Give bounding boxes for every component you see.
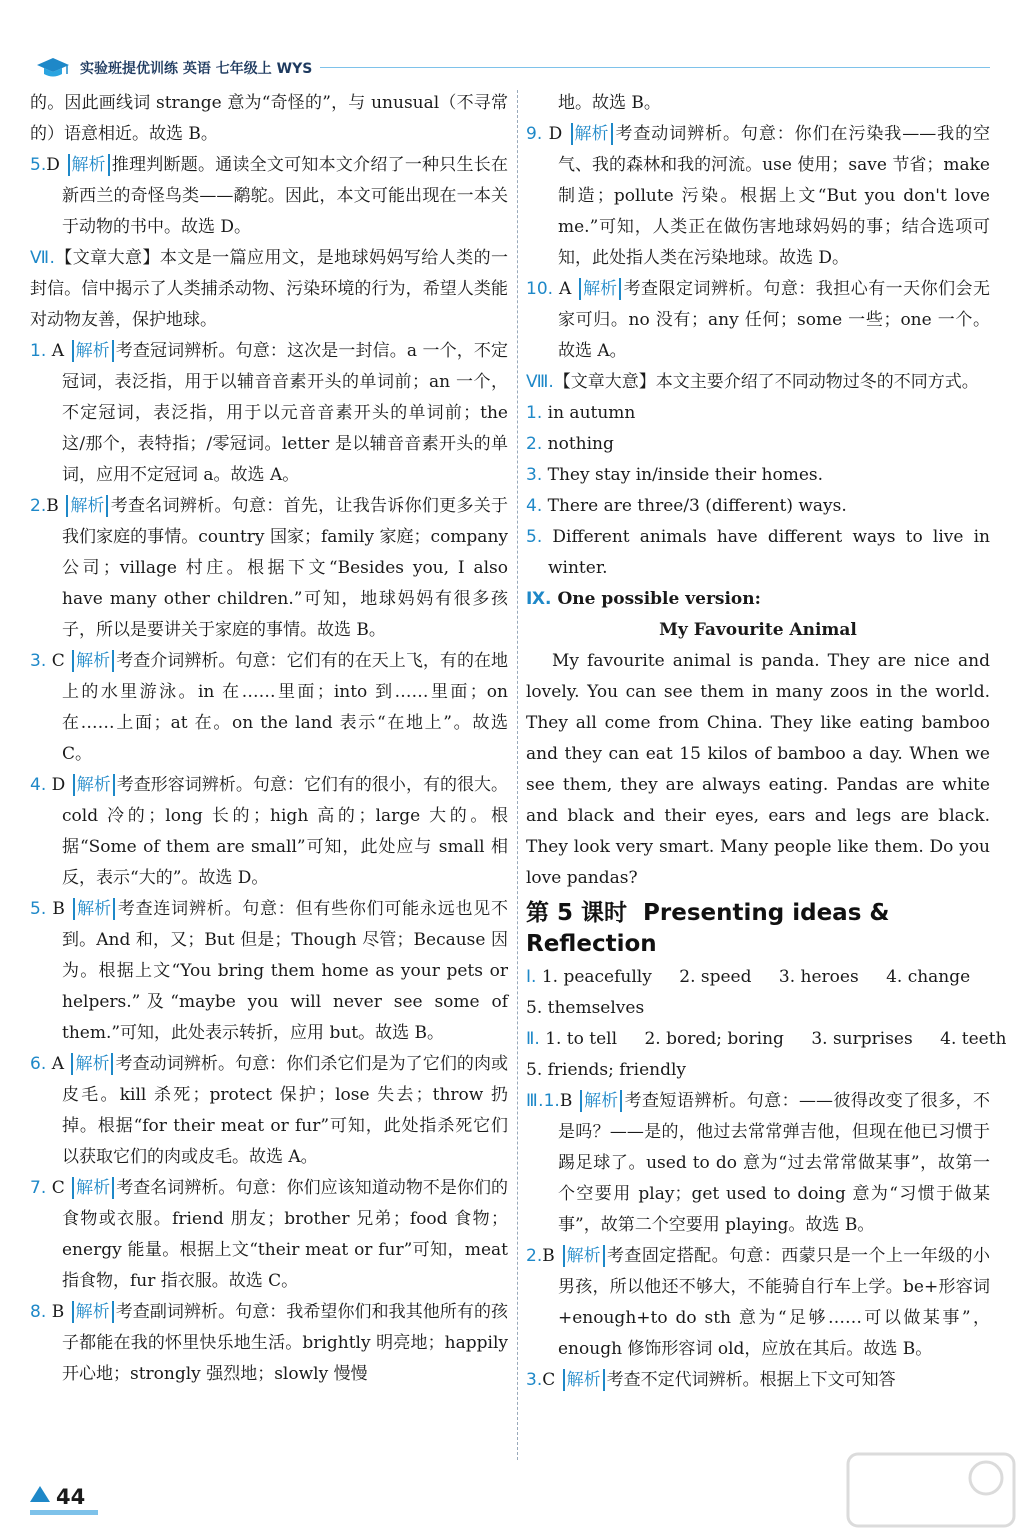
answer-item: 8. B 解析 考查副词辨析。句意：我希望你们和我其他所有的孩子都能在我的怀里快乐地生活。brightly 明亮地；happily 开心地；strongly 强烈地；slowly 慢慢 [30, 1302, 509, 1384]
analysis-tag: 解析 [72, 340, 114, 362]
right-column [526, 88, 1007, 1396]
answers-row-i: Ⅰ. 1. peacefully 2. speed 3. heroes 4. change [526, 967, 971, 987]
left-intro: 的。因此画线词 strange 意为“奇怪的”，与 unusual（不寻常的）语意相近。故选 B。 [30, 93, 508, 144]
essay-title: My Favourite Animal [659, 620, 857, 640]
passage-summary: Ⅶ.【文章大意】本文是一篇应用文，是地球妈妈写给人类的一封信。信中揭示了人类捕杀动物、污染环境的行为，希望人类能对动物友善，保护地球。 [30, 248, 509, 330]
analysis-tag: 解析 [571, 123, 613, 145]
answer-item: 5.D 解析 推理判断题。通读全文可知本文介绍了一种只生长在新西兰的奇怪鸟类——鹬鸵。因此，本文可能出现在一本关于动物的书中。故选 D。 [30, 155, 509, 237]
analysis-tag: 解析 [72, 1177, 114, 1199]
analysis-tag: 解析 [563, 1369, 605, 1391]
answers-row-ii-cont: 5. friends; friendly [526, 1060, 687, 1080]
analysis-tag: 解析 [66, 495, 108, 517]
watermark-logo [846, 1450, 1016, 1530]
answer-item: 3.C 解析 考查不定代词辨析。根据上下文可知答 [526, 1370, 896, 1390]
answer-item: 2.B 解析 考查固定搭配。句意：西蒙只是一个上一年级的小男孩，所以他还不够大，不能骑自行车上学。be+形容词+enough+to do sth 意为“足够……可以做某事”，enough 修饰形容词 old，应放在其后。故选 B。 [526, 1246, 991, 1359]
column-divider [517, 90, 518, 1460]
answers-row-ii: Ⅱ. 1. to tell 2. bored; boring 3. surprises 4. teeth [526, 1029, 1007, 1049]
analysis-tag: 解析 [72, 650, 114, 672]
page-number-bar [30, 1510, 98, 1515]
short-answer: 3. They stay in/inside their homes. [526, 465, 824, 485]
graduation-cap-icon [36, 56, 70, 80]
analysis-tag: 解析 [68, 154, 110, 176]
triangle-icon [30, 1486, 50, 1502]
analysis-tag: 解析 [72, 1301, 114, 1323]
short-answer: 5. Different animals have different ways to live in winter. [526, 527, 990, 578]
analysis-tag: 解析 [73, 774, 115, 796]
answer-item: Ⅲ.1.B 解析 考查短语辨析。句意：——彼得改变了很多，不是吗？——是的，他过去常常弹吉他，但现在他已习惯于踢足球了。used to do 意为“过去常常做某事”，故第一个空要用 play；get used to doing 意为“习惯于做某事”，故第二个空要用 playing。故选 B。 [526, 1091, 991, 1235]
page-header [30, 54, 990, 84]
short-answer: 1. in autumn [526, 403, 636, 423]
header-rule [320, 67, 990, 68]
answer-item: 6. A 解析 考查动词辨析。句意：你们杀它们是为了它们的肉或皮毛。kill 杀死；protect 保护；lose 失去；throw 扔掉。根据“for their meat or fur”可知，此处指杀死它们以获取它们的肉或皮毛。故选 A。 [30, 1054, 509, 1167]
page-number: 44 [30, 1480, 98, 1516]
essay-heading: Ⅸ. One possible version: [526, 589, 761, 609]
left-column [30, 88, 508, 1390]
analysis-tag: 解析 [579, 278, 621, 300]
answer-item: 7. C 解析 考查名词辨析。句意：你们应该知道动物不是你们的食物或衣服。friend 朋友；brother 兄弟；food 食物；energy 能量。根据上文“their meat or fur”可知，meat 指食物，fur 指衣服。故选 C。 [30, 1178, 509, 1291]
answer-item: 2.B 解析 考查名词辨析。句意：首先，让我告诉你们更多关于我们家庭的事情。country 国家；family 家庭；company 公司；village 村庄。根据下文“Besides you, I also have many other children.”可知，地球妈妈有很多孩子，所以是要讲关于家庭的事情。故选 B。 [30, 496, 509, 640]
answer-item: 5. B 解析 考查连词辨析。句意：但有些你们可能永远也见不到。And 和，又；But 但是；Though 尽管；Because 因为。根据上文“You bring them home as your pets or helpers.”及“maybe you will never see some of them.”可知，此处表示转折，应用 but。故选 B。 [30, 899, 509, 1043]
section-heading: 第 5 课时 Presenting ideas & Reflection [526, 900, 890, 957]
essay-body: My favourite animal is panda. They are nice and lovely. You can see them in many zoos in the world. They all come from China. They like eating bamboo and they can eat 15 kilos of bamboo a day. When we see them, they are always eating. Pandas are white and black and their eyes, ears and legs are black. They look very smart. Many people like them. Do you love pandas? [526, 651, 990, 888]
answer-item: 3. C 解析 考查介词辨析。句意：它们有的在天上飞，有的在地上的水里游泳。in 在……里面；into 到……里面；on 在……上面；at 在。on the land 表示“在地上”。故选 C。 [30, 651, 509, 764]
answers-row-i-cont: 5. themselves [526, 998, 645, 1018]
header-title: 实验班提优训练 英语 七年级上 WYS [80, 61, 313, 77]
answer-item: 4. D 解析 考查形容词辨析。句意：它们有的很小，有的很大。cold 冷的；long 长的；high 高的；large 大的。根据“Some of them are small”可知，此处应与 small 相反，表示“大的”。故选 D。 [30, 775, 509, 888]
short-answer: 4. There are three/3 (different) ways. [526, 496, 847, 516]
analysis-tag: 解析 [71, 1053, 113, 1075]
analysis-tag: 解析 [563, 1245, 605, 1267]
analysis-tag: 解析 [73, 898, 115, 920]
short-answer: 2. nothing [526, 434, 614, 454]
answer-item: 9. D 解析 考查动词辨析。句意：你们在污染我——我的空气、我的森林和我的河流。use 使用；save 节省；make 制造；pollute 污染。根据上文“But you don't love me.”可知，人类正在做伤害地球妈妈的事；结合选项可知，此处指人类在污染地球。故选 D。 [526, 124, 990, 268]
answer-item: 1. A 解析 考查冠词辨析。句意：这次是一封信。a 一个，不定冠词，表泛指，用于以辅音音素开头的单词前；an 一个，不定冠词，表泛指，用于以元音音素开头的单词前；the 这/那个，表特指；/零冠词。letter 是以辅音音素开头的单词，应用不定冠词 a。故选 A。 [30, 341, 508, 485]
right-intro: 地。故选 B。 [558, 93, 661, 113]
passage-summary: Ⅷ.【文章大意】本文主要介绍了不同动物过冬的不同方式。 [526, 372, 979, 392]
analysis-tag: 解析 [580, 1090, 622, 1112]
answer-item: 10. A 解析 考查限定词辨析。句意：我担心有一天你们会无家可归。no 没有；any 任何；some 一些；one 一个。故选 A。 [526, 279, 991, 361]
